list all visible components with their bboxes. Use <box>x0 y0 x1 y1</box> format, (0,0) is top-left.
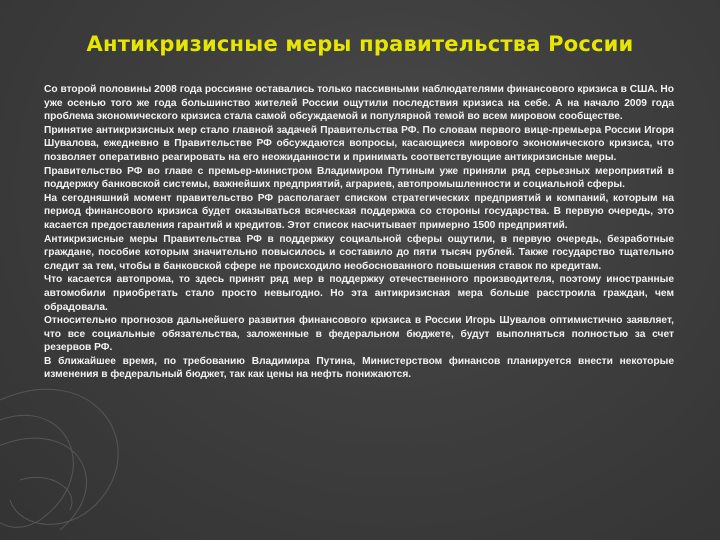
paragraph: Правительство РФ во главе с премьер-министром Владимиром Путиным уже приняли ряд серьезных мероприятий в поддержку банковской системы, важнейших предприятий, аграриев, автопромышленности и социальной сферы. <box>44 165 674 191</box>
slide-body <box>44 83 674 382</box>
paragraph: В ближайшее время, по требованию Владимира Путина, Министерством финансов планируется внести некоторые изменения в федеральный бюджет, так как цены на нефть понижаются. <box>44 355 674 381</box>
paragraph: На сегодняшний момент правительство РФ располагает списком стратегических предприятий и компаний, которым на период финансового кризиса будет оказываться всяческая поддержка со стороны государства. В первую очередь, это касается предоставления гарантий и кредитов. Этот список насчитывает примерно 1500 предприятий. <box>44 192 674 231</box>
paragraph: Принятие антикризисных мер стало главной задачей Правительства РФ. По словам первого вице-премьера России Игоря Шувалова, ежедневно в Правительстве РФ обсуждаются вопросы, касающиеся мирового экономического кризиса, что позволяет оперативно реагировать на его неожиданности и принимать соответствующие антикризисные меры. <box>44 124 674 163</box>
paragraph: Со второй половины 2008 года россияне оставались только пассивными наблюдателями финансового кризиса в США. Но уже осенью того же года большинство жителей России ощутили последствия кризиса на себе. А на начало 2009 года проблема экономического кризиса стала самой обсуждаемой и популярной темой во всем мировом сообществе. <box>44 84 674 123</box>
paragraph: Что касается автопрома, то здесь принят ряд мер в поддержку отечественного производителя, поэтому иностранные автомобили приобретать стало просто невыгодно. Но эта антикризисная мера больше расстроила граждан, чем обрадовала. <box>44 274 674 313</box>
paragraph: Антикризисные меры Правительства РФ в поддержку социальной сферы ощутили, в первую очередь, безработные граждане, пособие которым значительно повысилось и составило до пяти тысяч рублей. Также государство тщательно следит за тем, чтобы в банковской сфере не происходило необоснованного повышения ставок по кредитам. <box>44 233 674 272</box>
paragraph: Относительно прогнозов дальнейшего развития финансового кризиса в России Игорь Шувалов оптимистично заявляет, что все социальные обязательства, заложенные в федеральном бюджете, будут выполняться полностью за счет резервов РФ. <box>44 315 674 354</box>
slide-title: Антикризисные меры правительства России <box>86 32 634 56</box>
